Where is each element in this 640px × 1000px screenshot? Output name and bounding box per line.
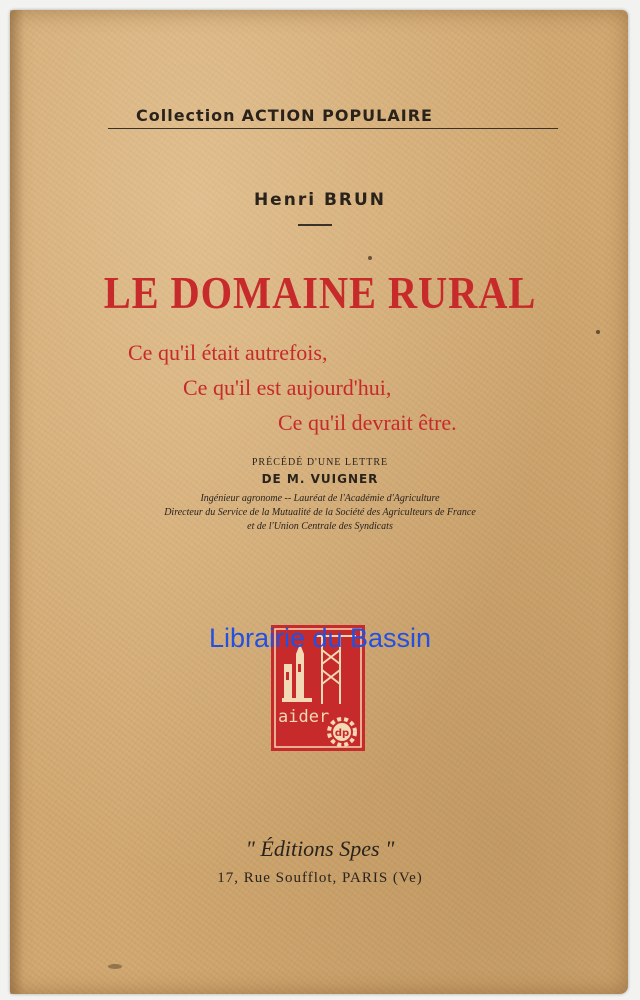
author-name: Henri BRUN	[253, 190, 387, 210]
ink-speck	[368, 256, 372, 260]
credential-line: Ingénieur agronome -- Lauréat de l'Académie d'Agriculture	[200, 493, 440, 504]
publisher-name: " Éditions Spes "	[245, 836, 395, 861]
subtitle-line: Ce qu'il est aujourd'hui,	[183, 375, 392, 400]
book-title: LE DOMAINE RURAL	[103, 267, 537, 318]
ink-speck	[108, 964, 122, 969]
author-divider	[298, 224, 332, 226]
shop-watermark: Librairie du Bassin	[208, 623, 432, 653]
series-heading	[136, 106, 433, 125]
series-name: ACTION POPULAIRE	[241, 106, 433, 125]
credential-line: Directeur du Service de la Mutualité de la Société des Agriculteurs de France	[164, 507, 476, 518]
series-prefix: Collection	[136, 106, 236, 125]
preface-intro: PRÉCÉDÉ D'UNE LETTRE	[251, 457, 389, 468]
series-underline	[108, 128, 558, 129]
subtitle-line: Ce qu'il était autrefois,	[128, 340, 328, 365]
credential-line: et de l'Union Centrale des Syndicats	[247, 521, 393, 532]
publisher-address: 17, Rue Soufflot, PARIS (Ve)	[217, 870, 423, 886]
emblem-monogram: dp	[334, 728, 350, 739]
emblem-text: aider	[278, 707, 330, 727]
preface-author: DE M. VUIGNER	[261, 472, 379, 486]
subtitle-line: Ce qu'il devrait être.	[278, 410, 457, 435]
ink-speck	[596, 330, 600, 334]
